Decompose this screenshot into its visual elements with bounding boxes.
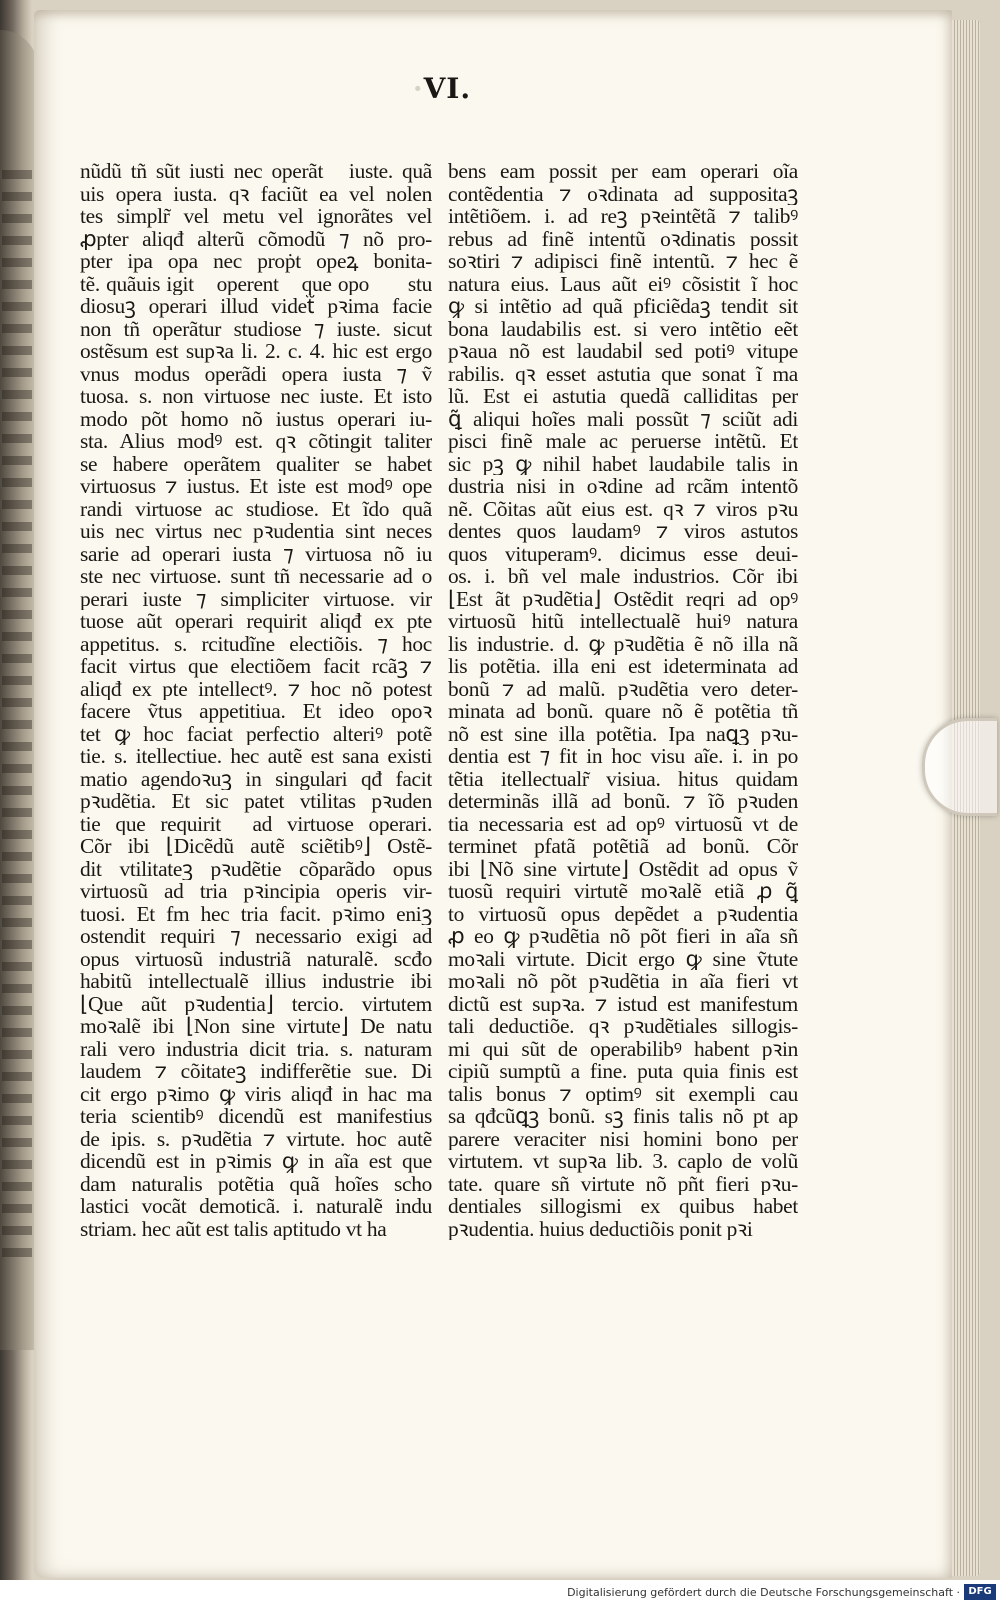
text-line: modo põt homo nõ iustus operari iu- [80,407,432,430]
text-line: pisci finẽ male ac peruerse intẽtũ. Et [448,430,798,453]
text-line: pꝛaua nõ est laudabil᷑ sed potiꝰ vitupe [448,340,798,363]
text-line: rali vero industria dicit tria. s. naturam [80,1037,432,1060]
text-line: pꝛudentia. huius deductiõis ponit pꝛi [448,1217,753,1240]
folio-ghost-mark: · [412,72,424,105]
text-line: ste nec virtuose. sunt tñ necessarie ad o [80,565,432,588]
text-line: dit vtilitateꝫ pꝛudẽtie cõparãdo opus [80,857,432,880]
text-line: tẽtia itellectualr̃ visiua. hitus quidam [448,767,798,790]
text-line: striam. hec aũt est talis aptitudo vt ha [80,1217,387,1240]
text-line: intẽtiõem. i. ad reꝫ pꝛeintẽtã ⁊ talibꝰ [448,205,798,228]
left-text-column [80,160,432,1240]
text-line: pter ipa opa nec proṗt opeꝝ bonita- [80,250,432,273]
text-line: lũ. Est ei astutia quedã calliditas per [448,385,798,408]
text-line: virtuosũ ad tria pꝛincipia operis vir- [80,880,432,903]
text-line: mi qui sũt de operabilibꝰ habent pꝛin [448,1037,798,1060]
text-line: appetitus. s. rcitudĩne electiõis. ⁊ hoc [80,632,432,655]
text-line: tia necessaria est ad opꝰ virtuosũ vt de [448,812,798,835]
text-line: teria scientibꝰ dicendũ est manifestius [80,1105,432,1128]
text-line: ibi ⌊Nõ sine virtute⌋ Ostẽdit ad opus ṽ [448,857,798,880]
text-line: tet ꝙ hoc faciat perfectio alteriꝰ potẽ [80,722,432,745]
text-line: matio agendoꝛuꝫ in singulari qđ facit [80,767,432,790]
text-line: dentes quos laudamꝰ ⁊ viros astutos [448,520,798,543]
text-line: contẽdentia ⁊ oꝛdinata ad suppositaꝫ [448,182,798,205]
text-line: lastici vocãt demoticã. i. naturalẽ indu [80,1195,432,1218]
text-line: diosuꝫ operari illud videt᷑ pꝛima facie [80,295,432,318]
text-line: bona laudabilis est. si vero intẽtio eẽt [448,317,798,340]
text-line: sta. Alius modꝰ est. qꝛ cõtingit taliter [80,430,432,453]
text-line: tie que requirit᷑ ad virtuose operari. [80,812,432,835]
text-line: habitũ intellectualẽ illius industrie ibi [80,970,432,993]
text-line: ꝓpter aliqđ alterũ cõmodũ ⁊ nõ pro- [80,227,432,250]
text-line: tes simplr̃ vel metu vel ignorãtes vel [80,205,432,228]
dfg-logo: DFG [964,1584,996,1600]
footer-bar [0,1580,1000,1607]
text-line: terminet pfatã potẽtiã ad bonũ. Cõr [448,835,798,858]
text-line: randi virtuose ac studiose. Et ĩdo quã [80,497,432,520]
text-line: sic pꝫ ꝙ nihil habet laudabile talis in [448,452,798,475]
text-line: vnus modus operãdi opera iusta ⁊ ṽ [80,362,432,385]
text-line: cit ergo pꝛimo ꝙ viris aliqđ in hac ma [80,1082,432,1105]
text-line: ⌊Que aũt pꝛudentia⌋ tercio. virtutem [80,992,432,1015]
text-line: virtuosũ hitũ intellectualẽ huiꝰ natura [448,610,798,633]
text-line: cipiũ sumptũ a fine. puta quia finis est [448,1060,798,1083]
text-line: lis potẽtia. illa eni est ideterminata ad [448,655,798,678]
text-line: tuosũ requiri virtutẽ moꝛalẽ etiã ꝓ ꝗ̃ [448,880,798,903]
right-text-column [448,160,798,1240]
text-line: soꝛtiri ⁊ adipisci finẽ intentũ. ⁊ hec ẽ [448,250,798,273]
text-line: lis industrie. d. ꝙ pꝛudẽtia ẽ nõ illa nã [448,632,798,655]
text-line: perari iuste ⁊ simpliciter virtuose. vir [80,587,432,610]
text-line: tuose aũt operari requirit aliqđ ex pte [80,610,432,633]
text-line: dentia est ⁊ fit in hoc visu aĩe. i. in po [448,745,798,768]
text-line: tie. s. itellectiue. hec autẽ est sana existi [80,745,432,768]
text-line: minata ad bonũ. quare nõ ẽ potẽtia tñ [448,700,798,723]
text-line: nẽ. Cõitas aũt eius est. qꝛ ⁊ viros pꝛu [448,497,798,520]
text-line: tuosa. s. non virtuose nec iuste. Et isto [80,385,432,408]
text-line: opus virtuosũ industriã naturalẽ. scđo [80,947,432,970]
text-line: non tñ operãtur studiose ⁊ iuste. sicut [80,317,432,340]
text-line: dentiales sillogismi ex quibus habet [448,1195,798,1218]
text-line: se habere operãtem qualiter se habet [80,452,432,475]
text-line: ꝓ eo ꝙ pꝛudẽtia nõ põt fieri in aĩa sñ [448,925,798,948]
text-line: tate. quare sñ virtute nõ pñt fieri pꝛu- [448,1172,798,1195]
text-line: nõ est sine illa potẽtia. Ipa naꝗꝫ pꝛu- [448,722,798,745]
text-line: rabilis. qꝛ esset astutia que sonat ĩ ma [448,362,798,385]
text-line: quos vituperamꝰ. dicimus esse deui- [448,542,798,565]
text-line: laudem ⁊ cõitateꝫ indifferẽtie sue. Di [80,1060,432,1083]
text-line: ⌊Est ãt pꝛudẽtia⌋ Ostẽdit reqri ad opꝰ [448,587,798,610]
text-line: pꝛudẽtia. Et sic patet vtilitas pꝛuden [80,790,432,813]
text-line: natura eius. Laus aũt eiꝰ cõsistit ĩ hoc [448,272,798,295]
text-line: parere veraciter nisi homini bono per [448,1127,798,1150]
text-line: tuosi. Et fm hec tria facit. pꝛimo eniꝫ [80,902,432,925]
text-line: ostẽsum est supꝛa li. 2. c. 4. hic est ergo [80,340,432,363]
text-line: facere ṽtus appetitiua. Et ideo opoꝛ [80,700,432,723]
text-line: dictũ est supꝛa. ⁊ istud est manifestum [448,992,798,1015]
text-line: talis bonus ⁊ optimꝰ sit exempli cau [448,1082,798,1105]
text-line: dam naturalis potẽtia quã hoĩes scho [80,1172,432,1195]
text-line: moꝛalẽ ibi ⌊Non sine virtute⌋ De natu [80,1015,432,1038]
text-line: bens eam possit per eam operari oĩa [448,160,798,183]
text-line: dustria nisi in oꝛdine ad rcãm intentõ [448,475,798,498]
text-line: virtutem. vt supꝛa lib. 3. caplo de volũ [448,1150,798,1173]
text-line: moꝛali nõ põt pꝛudẽtia in aĩa fieri vt [448,970,798,993]
text-line: sarie ad operari iusta ⁊ virtuosa nõ iu [80,542,432,565]
text-line: de ipis. s. pꝛudẽtia ⁊ virtute. hoc autẽ [80,1127,432,1150]
folio-text: VI. [423,72,472,105]
text-line: aliqđ ex pte intellectꝰ. ⁊ hoc nõ potest [80,677,432,700]
text-line: determinãs illã ad bonũ. ⁊ ĩõ pꝛuden [448,790,798,813]
previous-page-text [2,170,32,1270]
text-line: tẽ. quãuis igit᷑ operent᷑ que opoꝛꝫ stu [80,272,432,295]
text-line: ꝗ̃ aliqui hoĩes mali possũt ⁊ sciũt adi [448,407,798,430]
text-line: sa qđcũꝗꝫ bonũ. sꝫ finis talis nõ pt ap [448,1105,798,1128]
text-line: ꝙ si intẽtio ad quã pficiẽdaꝫ tendit sit [448,295,798,318]
text-line: nũdũ tñ sũt iusti nec operãt᷑ iuste. quã [80,160,432,183]
text-line: moꝛali virtute. Dicit ergo ꝙ sine ṽtute [448,947,798,970]
text-line: virtuosus ⁊ iustus. Et iste est modꝰ ope [80,475,432,498]
text-line: Cõr ibi ⌊Dicẽdũ autẽ sciẽtibꝰ⌋ Ostẽ- [80,835,432,858]
text-line: to virtuosũ opus depẽdet a pꝛudentia [448,902,798,925]
folio-number [392,72,492,105]
text-line: rebus ad finẽ intentũ oꝛdinatis possit [448,227,798,250]
text-line: facit virtus que electiõem facit rcãꝫ ⁊ [80,655,432,678]
text-line: bonũ ⁊ ad malũ. pꝛudẽtia vero deter- [448,677,798,700]
text-line: dicendũ est in pꝛimis ꝙ in aĩa est que [80,1150,432,1173]
text-line: os. i. bñ vel male industrios. Cõr ibi [448,565,798,588]
text-line: ostendit requiri ⁊ necessario exigi ad [80,925,432,948]
text-line: uis opera iusta. qꝛ faciũt ea vel nolen [80,182,432,205]
text-line: tali deductiõe. qꝛ pꝛudẽtiales sillogis- [448,1015,798,1038]
previous-page-edge [0,30,38,1350]
footer-credit: Digitalisierung gefördert durch die Deutsche Forschungsgemeinschaft · [567,1586,960,1599]
text-line: uis nec virtus nec pꝛudentia sint neces [80,520,432,543]
